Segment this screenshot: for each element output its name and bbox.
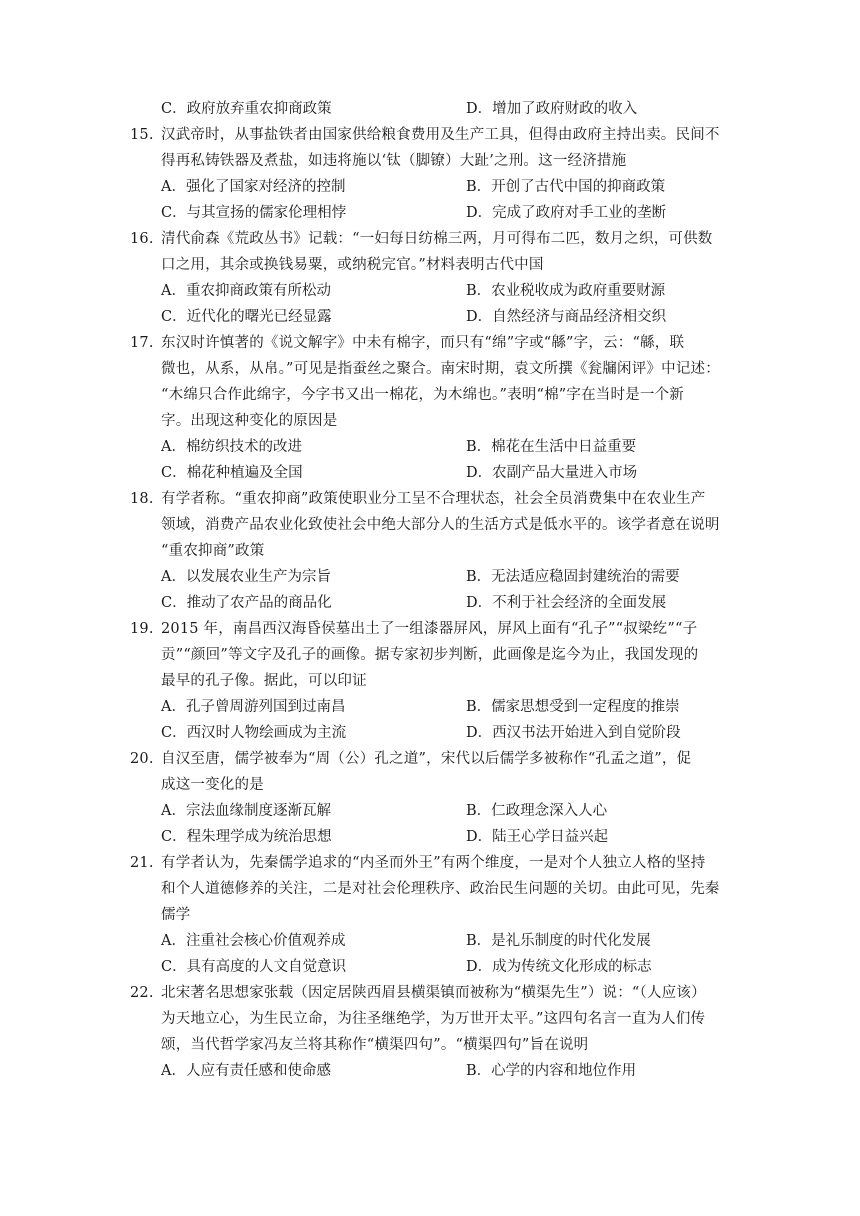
option-letter: B． [466,283,492,299]
answer-option [161,96,332,122]
option-text: 重农抑商政策有所松动 [185,283,331,299]
option-letter: C． [161,959,187,975]
answer-option [466,460,637,486]
option-row [0,1058,860,1084]
option-text: 政府放弃重农抑商政策 [186,101,332,117]
option-text: 棉花种植遍及全国 [186,465,303,481]
answer-option [466,434,636,460]
stem-text: 清代俞森《荒政丛书》记载：“一妇每日纺棉三两，月可得布二匹，数月之织，可供数 [161,231,713,247]
option-row [0,694,860,720]
option-row [0,720,860,746]
answer-option [466,304,666,330]
stem-text: 成这一变化的是 [161,777,264,793]
question-block [0,486,860,616]
answer-option [466,200,666,226]
option-row [0,96,860,122]
option-text: 西汉时人物绘画成为主流 [186,725,347,741]
option-letter: C． [161,595,187,611]
answer-option [161,720,346,746]
question-stem-line [0,538,860,564]
answer-option [466,928,651,954]
option-text: 无法适应稳固封建统治的需要 [491,569,680,585]
exam-page [0,96,860,1084]
answer-option [161,824,332,850]
option-text: 不利于社会经济的全面发展 [492,595,667,611]
option-letter: A． [161,439,186,455]
question-stem-line [0,408,860,434]
option-letter: A． [161,699,186,715]
answer-option [466,694,680,720]
option-text: 成为传统文化形成的标志 [492,959,652,975]
option-letter: C． [161,725,187,741]
option-row [0,460,860,486]
question-stem-line [0,1032,860,1058]
question-stem-line [0,1006,860,1032]
option-text: 儒家思想受到一定程度的推崇 [491,699,680,715]
option-row [0,564,860,590]
answer-option [466,564,680,590]
option-letter: B． [466,699,492,715]
option-letter: C． [161,829,187,845]
option-letter: D． [466,101,493,117]
stem-text: 为天地立心，为生民立命，为往圣继绝学，为万世开太平。”这四句名言一直为人们传 [161,1011,706,1027]
question-number: 18. [130,491,154,507]
option-text: 与其宣扬的儒家伦理相悖 [186,205,347,221]
stem-text: 和个人道德修养的关注，二是对社会伦理秩序、政治民生问题的关切。由此可见，先秦 [161,881,720,897]
stem-text: 东汉时许慎著的《说文解字》中未有棉字，而只有“绵”字或“緜”字，云：“緜，联 [161,335,685,351]
answer-option [161,928,345,954]
option-text: 农业税收成为政府重要财源 [491,283,666,299]
answer-option [466,954,652,980]
option-letter: A． [161,803,186,819]
stem-text: “重农抑商”政策 [161,543,265,559]
question-number: 20. [130,751,154,767]
question-stem-line [0,148,860,174]
option-text: 是礼乐制度的时代化发展 [491,933,651,949]
stem-text: 口之用，其余或换钱易粟，或纳税完官。”材料表明古代中国 [161,257,544,273]
option-row [0,278,860,304]
question-block [0,746,860,850]
option-letter: B． [466,569,492,585]
option-text: 以发展农业生产为宗旨 [185,569,331,585]
question-stem-first-line [0,850,860,876]
answer-option [161,954,346,980]
stem-text: 有学者称。“重农抑商”政策使职业分工呈不合理状态，社会全员消费集中在农业生产 [161,491,706,507]
stem-text: “木绵只合作此绵字，今字书又出一棉花，为木绵也。”表明“棉”字在当时是一个新 [161,387,684,403]
question-stem-line [0,382,860,408]
answer-option [161,304,332,330]
answer-option [466,824,608,850]
answer-option [161,590,332,616]
question-stem-first-line [0,486,860,512]
question-stem-first-line [0,122,860,148]
answer-option [161,174,345,200]
option-letter: A． [161,933,186,949]
option-letter: C． [161,465,187,481]
option-text: 棉纺织技术的改进 [185,439,302,455]
stem-text: 2015 年，南昌西汉海昏侯墓出土了一组漆器屏风，屏风上面有“孔子”“叔梁纥”“子 [161,621,698,637]
answer-option [161,200,346,226]
question-stem-line [0,772,860,798]
option-row [0,928,860,954]
answer-option [466,96,637,122]
option-text: 推动了农产品的商品化 [186,595,332,611]
option-letter: D． [466,309,493,325]
question-number: 15. [130,127,154,143]
stem-text: 颂，当代哲学家冯友兰将其称作“横渠四句”。“横渠四句”旨在说明 [161,1037,589,1053]
option-text: 孔子曾周游列国到过南昌 [185,699,346,715]
option-row [0,304,860,330]
question-stem-line [0,356,860,382]
option-text: 宗法血缘制度逐渐瓦解 [185,803,331,819]
option-text: 人应有责任感和使命感 [185,1063,331,1079]
option-row [0,200,860,226]
question-stem-first-line [0,616,860,642]
option-letter: C． [161,205,187,221]
stem-text: 儒学 [161,907,191,923]
option-row [0,954,860,980]
question-stem-first-line [0,330,860,356]
answer-option [466,590,666,616]
stem-text: 字。出现这种变化的原因是 [161,413,338,429]
option-text: 棉花在生活中日益重要 [491,439,637,455]
question-stem-line [0,642,860,668]
option-text: 增加了政府财政的收入 [492,101,638,117]
option-letter: C． [161,101,187,117]
option-letter: A． [161,569,186,585]
option-text: 心学的内容和地位作用 [491,1063,637,1079]
answer-option [161,434,302,460]
option-letter: D． [466,205,493,221]
stem-text: 最早的孔子像。据此，可以印证 [161,673,367,689]
stem-text: 北宋著名思想家张载（因定居陕西眉县横渠镇而被称为“横渠先生”）说：“（人应该） [161,985,706,1001]
option-letter: B． [466,179,492,195]
stem-text: 贡”“颜回”等文字及孔子的画像。据专家初步判断，此画像是迄今为止，我国发现的 [161,647,699,663]
option-letter: B． [466,933,492,949]
stem-text: 有学者认为，先秦儒学追求的“内圣而外王”有两个维度，一是对个人独立人格的坚持 [161,855,706,871]
answer-option [161,798,331,824]
option-letter: A． [161,283,186,299]
answer-option [161,694,345,720]
question-stem-line [0,902,860,928]
option-text: 农副产品大量进入市场 [492,465,638,481]
option-row [0,174,860,200]
option-letter: D． [466,829,493,845]
question-stem-first-line [0,746,860,772]
answer-option [466,798,607,824]
option-text: 自然经济与商品经济相交织 [492,309,667,325]
question-stem-line [0,512,860,538]
question-number: 19. [130,621,154,637]
question-block [0,616,860,746]
option-text: 注重社会核心价值观养成 [185,933,346,949]
question-stem-first-line [0,980,860,1006]
stem-text: 得再私铸铁器及煮盐，如违将施以‘钛（脚镣）大趾’之刑。这一经济措施 [161,153,627,169]
answer-option [466,720,681,746]
option-row [0,590,860,616]
question-block [0,122,860,226]
option-text: 近代化的曙光已经显露 [186,309,332,325]
option-text: 开创了古代中国的抑商政策 [491,179,666,195]
option-text: 完成了政府对手工业的垄断 [492,205,667,221]
option-text: 程朱理学成为统治思想 [186,829,332,845]
question-block [0,330,860,486]
question-number: 22. [130,985,154,1001]
question-stem-line [0,876,860,902]
option-letter: D． [466,465,493,481]
answer-option [161,460,303,486]
option-letter: B． [466,439,492,455]
option-row [0,434,860,460]
question-stem-line [0,252,860,278]
answer-option [161,564,331,590]
question-block [0,226,860,330]
option-letter: A． [161,179,186,195]
option-text: 西汉书法开始进入到自觉阶段 [492,725,681,741]
option-letter: D． [466,725,493,741]
option-text: 陆王心学日益兴起 [492,829,609,845]
option-letter: B． [466,1063,492,1079]
question-block [0,850,860,980]
answer-option [161,1058,331,1084]
stem-text: 自汉至唐，儒学被奉为“周（公）孔之道”，宋代以后儒学多被称作“孔孟之道”，促 [161,751,692,767]
answer-option [466,278,665,304]
option-row [0,824,860,850]
question-number: 21. [130,855,154,871]
stem-text: 汉武帝时，从事盐铁者由国家供给粮食费用及生产工具，但得由政府主持出卖。民间不 [161,127,720,143]
question-number: 17. [130,335,154,351]
option-letter: D． [466,595,493,611]
option-row [0,798,860,824]
option-text: 具有高度的人文自觉意识 [186,959,347,975]
stem-text: 微也，从系，从帛。”可见是指蚕丝之聚合。南宋时期，袁文所撰《瓮牖闲评》中记述： [161,361,720,377]
question-number: 16. [130,231,154,247]
option-letter: B． [466,803,492,819]
option-letter: D． [466,959,493,975]
question-stem-first-line [0,226,860,252]
question-block [0,980,860,1084]
option-letter: A． [161,1063,186,1079]
answer-option [466,174,665,200]
stem-text: 领域，消费产品农业化致使社会中绝大部分人的生活方式是低水平的。该学者意在说明 [161,517,720,533]
answer-option [466,1058,636,1084]
option-text: 仁政理念深入人心 [491,803,608,819]
option-text: 强化了国家对经济的控制 [185,179,346,195]
answer-option [161,278,331,304]
option-letter: C． [161,309,187,325]
question-stem-line [0,668,860,694]
